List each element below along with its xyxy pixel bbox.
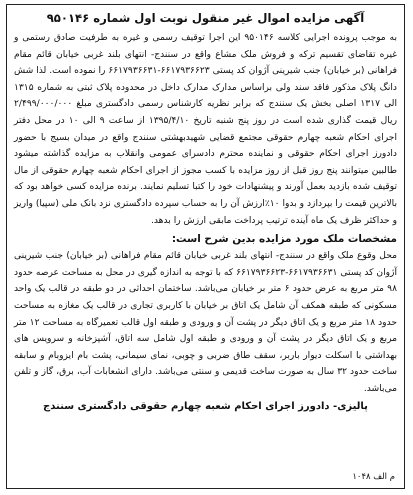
auction-notice bbox=[6, 4, 405, 489]
notice-paragraph-1: به موجب پرونده اجرایی کلاسه ۹۵۰۱۴۶ این اجرا توقیف رسمی و غیره به طرفیت صادق رستمی و غیره تقاضای تقسیم ترکه و فروش ملک مشاع واقع در سنندج- انتهای بلند غربی خیابان قائم مقام فراهانی (بر خیابان) جنب شیرینی آژوان کد پستی ۶۶۱۷۹۳۶۶۲۳-۶۶۱۷۹۳۶۶۳۱ را نموده است. لذا شش دانگ پلاک مذکور فاقد سند ولی براساس مدارک مدارک داخل در محدوده پلاک ثبتی به شماره ۱۳۱۵ الی ۱۳۱۷ اصلی بخش یک سنندج که برابر نظریه کارشناس رسمی دادگستری مبلغ ۲/۴۹۹/۰۰۰/۰۰۰ ریال قیمت گذاری شده است در روز پنج شنبه تاریخ ۱۳۹۵/۴/۱۰ از ساعت ۹ الی ۱۰ در محل دفتر اجرای احکام شعبه چهارم حقوقی مجتمع قضایی شهیدبهشتی سنندج واقع در میدان بسیج با حضور دادورز اجرای احکام حقوقی و نماینده محترم دادسرای عمومی وانقلاب به مزایده گذاشته میشود طالبین میتوانند پنج روز قبل از روز مزایده با کسب مجوز از اجرای احکام شعبه چهارم حقوقی از مال توقیف شده بازدید بعمل آورند و پیشنهادات خود را کتبا تسلیم نمایند. برنده مزایده کسی خواهد بود که بالاترین قیمت را بپردازد و بدوا ۱۰٪ارزش آن را به حساب سپرده دادگستری نزد بانک ملی (سپیا) واریز و حداکثر ظرف یک ماه آینده ترتیب پرداخت مابقی ارزش را بدهد. bbox=[14, 33, 397, 226]
notice-paragraph-2: محل وقوع ملک واقع در سنندج- انتهای بلند غربی خیابان قائم مقام فراهانی (بر خیابان) جنب شیرینی آژوان کد پستی ۶۶۱۷۹۳۶۶۳۱-۶۶۱۷۹۳۶۶۲۳ که با توجه به اندازه گیری در محل به مساحت عرصه حدود ۹۸ متر مربع به عرض حدود ۶ متر بر خیابان می‌باشد. ساختمان احداثی در دو طبقه در قالب یک واحد مسکونی که طبقه همکف آن شامل یک اتاق بر خیابان با کاربری تجاری در قالب یک مغازه به مساحت حدود ۱۸ متر مربع و یک اتاق دیگر در پشت آن و ورودی و طبقه اول قالب تعمیرگاه به مساحت ۱۲ متر مربع و یک اتاق دیگر در پشت آن و ورودی و طبقه اول شامل سه اتاق، آشپزخانه و سرویس های بهداشتی با اسکلت دیوار باربر، سقف طاق ضربی و چوبی، نمای سیمانی، پشت بام ایزوبام و سابقه ساخت حدود ۳۲ سال به صورت ساخت قدیمی و سنتی می‌باشد. دارای انشعابات آب، برق، گاز و تلفن می‌باشد. bbox=[14, 251, 398, 394]
property-specs-heading: مشخصات ملک مورد مزایده بدین شرح است: bbox=[171, 233, 397, 246]
notice-title: آگهی مزایده اموال غیر منقول نوبت اول شماره ۹۵۰۱۴۶ bbox=[46, 11, 365, 25]
notice-code: م الف ۱۰۴۸ bbox=[352, 472, 395, 482]
notice-signature: پالیزی- دادورز اجرای احکام شعبه چهارم حقوقی دادگستری سنندج bbox=[43, 401, 368, 413]
